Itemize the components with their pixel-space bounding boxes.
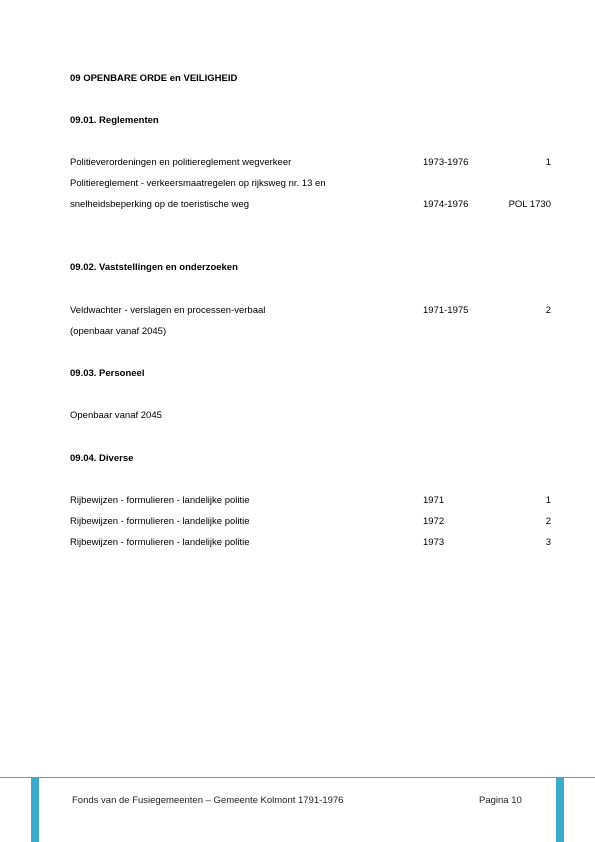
entry-description: Politieverordeningen en politiereglement wegverkeer <box>70 157 292 168</box>
entry-years: 1972 <box>423 516 445 527</box>
section-title-vaststellingen: 09.02. Vaststellingen en onderzoeken <box>70 262 238 273</box>
footer-title: Fonds van de Fusiegemeenten – Gemeente Kolmont 1791-1976 <box>72 795 344 806</box>
entry-years: 1974-1976 <box>423 199 469 210</box>
entry-number: 2 <box>545 516 551 527</box>
page-number: Pagina 10 <box>479 795 522 806</box>
section-title-diverse: 09.04. Diverse <box>70 453 134 464</box>
entry-years: 1971-1975 <box>423 305 469 316</box>
chapter-heading: 09 OPENBARE ORDE en VEILIGHEID <box>70 73 238 84</box>
section-note: Openbaar vanaf 2045 <box>70 410 162 421</box>
footer-right-bar <box>556 777 564 842</box>
entry-description: Rijbewijzen - formulieren - landelijke politie <box>70 537 250 548</box>
entry-description: Veldwachter - verslagen en processen-verbaal <box>70 305 266 316</box>
entry-number: 1 <box>545 157 551 168</box>
entry-years: 1971 <box>423 495 445 506</box>
entry-years: 1973-1976 <box>423 157 469 168</box>
footer-left-bar <box>31 777 39 842</box>
entry-description: Politiereglement - verkeersmaatregelen op rijksweg nr. 13 en <box>70 178 326 189</box>
entry-number: 2 <box>545 305 551 316</box>
entry-description: Rijbewijzen - formulieren - landelijke politie <box>70 516 250 527</box>
entry-description-continued: (openbaar vanaf 2045) <box>70 326 167 337</box>
entry-description: Rijbewijzen - formulieren - landelijke politie <box>70 495 250 506</box>
footer-divider <box>0 777 595 778</box>
entry-description-continued: snelheidsbeperking op de toeristische weg <box>70 199 250 210</box>
entry-number: 3 <box>545 537 551 548</box>
section-title-reglementen: 09.01. Reglementen <box>70 115 159 126</box>
entry-number: POL 1730 <box>508 199 551 210</box>
entry-years: 1973 <box>423 537 445 548</box>
section-title-personeel: 09.03. Personeel <box>70 368 145 379</box>
entry-number: 1 <box>545 495 551 506</box>
